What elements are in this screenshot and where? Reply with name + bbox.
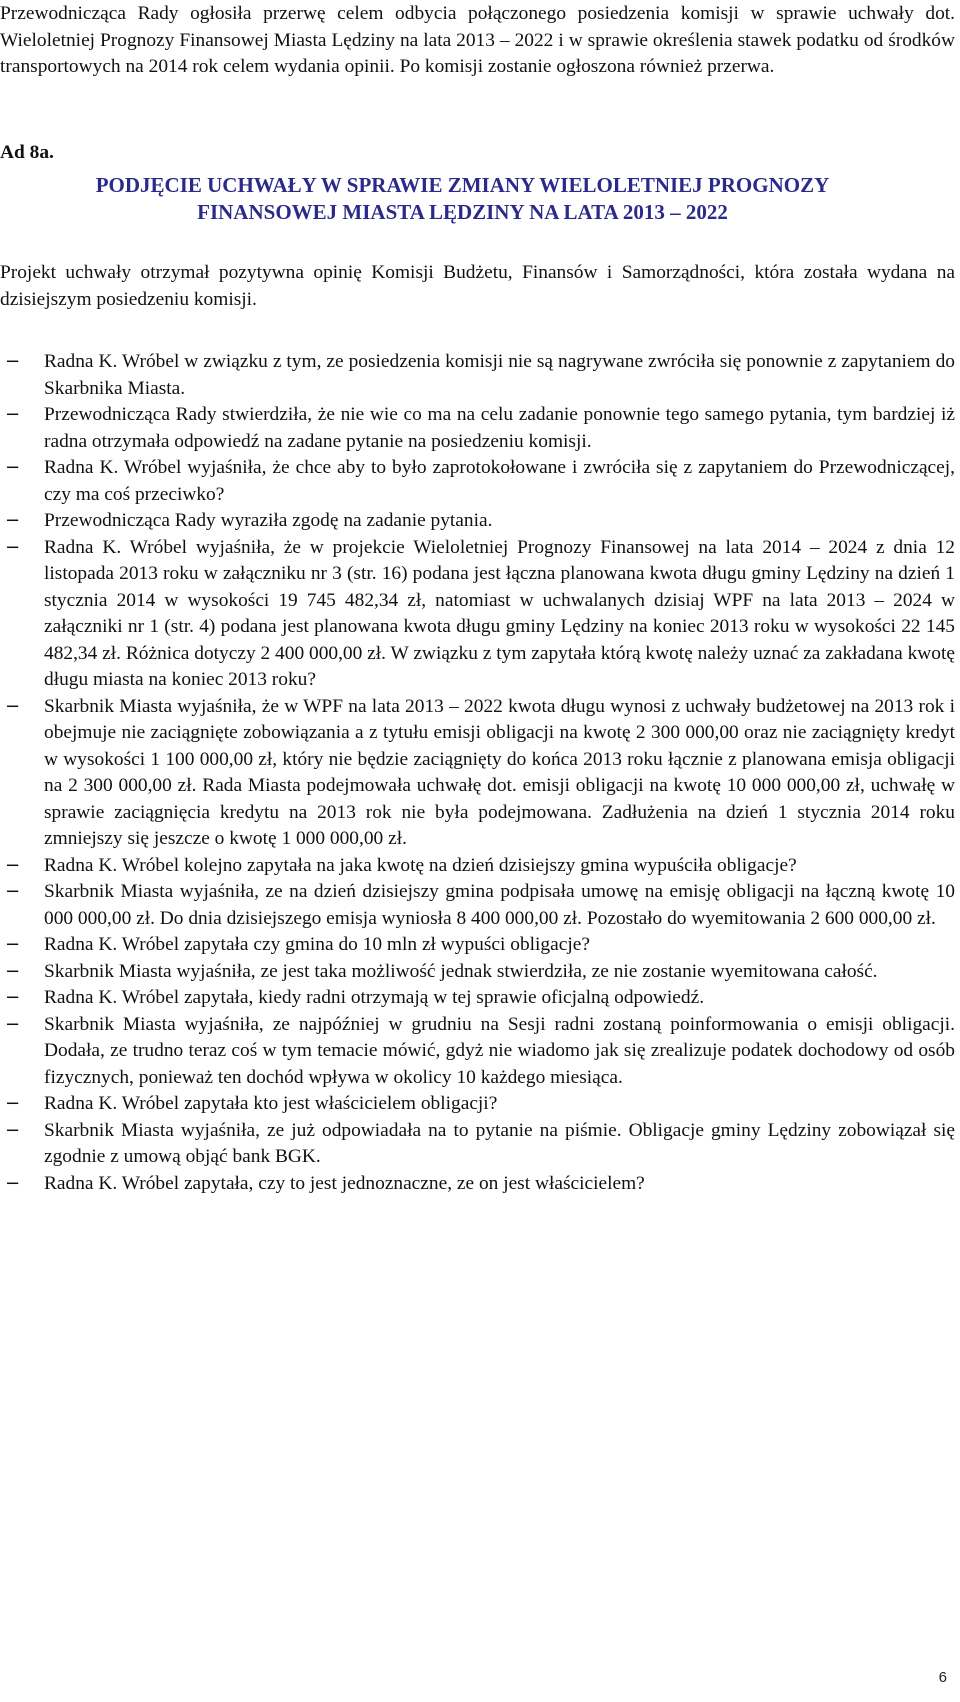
list-item	[0, 1171, 955, 1198]
list-item-text: Radna K. Wróbel kolejno zapytała na jaka kwotę na dzień dzisiejszy gmina wypuściła obligacje?	[44, 854, 797, 876]
dash-bullet-icon: −	[5, 404, 21, 425]
dash-bullet-icon: −	[5, 457, 21, 478]
dash-bullet-icon: −	[5, 934, 21, 955]
section-number: Ad 8a.	[0, 142, 54, 163]
list-item	[0, 694, 955, 853]
dash-bullet-icon: −	[5, 987, 21, 1008]
list-item-text: Radna K. Wróbel zapytała, kiedy radni otrzymają w tej sprawie oficjalną odpowiedź.	[44, 987, 705, 1008]
list-item-text: Radna K. Wróbel w związku z tym, ze posiedzenia komisji nie są nagrywane zwróciła się ponownie z zapytaniem do Skarbnika Miasta.	[44, 351, 955, 399]
dash-bullet-icon: −	[5, 1172, 21, 1194]
dash-bullet-icon: −	[5, 695, 21, 717]
dash-bullet-icon: −	[5, 881, 21, 902]
list-item-text: Przewodnicząca Rady wyraziła zgodę na zadanie pytania.	[44, 510, 493, 531]
list-item-text: Radna K. Wróbel zapytała czy gmina do 10 mln zł wypuści obligacje?	[44, 934, 590, 955]
dash-bullet-icon: −	[5, 510, 21, 531]
dash-bullet-icon: −	[5, 536, 21, 558]
list-item-text: Skarbnik Miasta wyjaśniła, ze na dzień dzisiejszy gmina podpisała umowę na emisję obligacji na łączną kwotę 10 000 000,00 zł. Do dnia dzisiejszego emisja wyniosła 8 400 000,00 zł. Pozostało do wyemitowania 2 600 000,00 zł.	[44, 881, 955, 929]
list-item	[0, 1118, 955, 1171]
discussion-list	[0, 349, 955, 1197]
list-item	[0, 853, 955, 880]
page-number: 6	[938, 1669, 947, 1686]
dash-bullet-icon: −	[5, 351, 21, 372]
section-heading-line2: FINANSOWEJ MIASTA LĘDZINY NA LATA 2013 – 2022	[197, 200, 728, 224]
list-item	[0, 932, 955, 959]
list-item	[0, 402, 955, 455]
list-item	[0, 1091, 955, 1118]
dash-bullet-icon: −	[5, 1093, 21, 1114]
list-item	[0, 508, 955, 535]
list-item-text: Skarbnik Miasta wyjaśniła, że w WPF na lata 2013 – 2022 kwota długu wynosi z uchwały budżetowej na 2013 rok i obejmuje nie zaciągnięte zobowiązania a z tytułu emisji obligacji na kwotę 2 300 000,00 oraz nie zaciągnięty kredyt w wysokości 1 100 000,00 zł, który nie będzie zaciągnięty do końca 2013 roku łącznie z planowana emisja obligacji na 2 300 000,00 zł. Rada Miasta podejmowała uchwałę dot. emisji obligacji na kwotę 10 000 000,00 zł, uchwałę w sprawie zaciągnięcia kredytu na 2013 rok nie była podejmowana. Zadłużenia na dzień 1 stycznia 2014 roku zmniejszy się jeszcze o kwotę 1 000 000,00 zł.	[44, 695, 955, 849]
list-item	[0, 879, 955, 932]
list-item-text: Radna K. Wróbel wyjaśniła, że w projekcie Wieloletniej Prognozy Finansowej na lata 2014 – 2024 z dnia 12 listopada 2013 roku w załączniku nr 3 (str. 16) podana jest łączna planowana kwota długu gminy Lędziny na dzień 1 stycznia 2014 w wysokości 19 745 482,34 zł, natomiast w uchwalanych dzisiaj WPF na lata 2013 – 2024 w załączniki nr 1 (str. 4) podana jest planowana kwota długu gminy Lędziny na koniec 2013 roku w wysokości 22 145 482,34 zł. Różnica dotyczy 2 400 000,00 zł. W związku z tym zapytała którą kwotę należy uznać za zakładana kwotę długu miasta na koniec 2013 roku?	[44, 536, 955, 690]
list-item	[0, 349, 955, 402]
list-item-text: Przewodnicząca Rady stwierdziła, że nie wie co ma na celu zadanie ponownie tego samego pytania, tym bardziej iż radna otrzymała odpowiedź na zadane pytanie na posiedzeniu komisji.	[44, 404, 955, 452]
intro-last-sentence: Po komisji zostanie ogłoszona również przerwa.	[399, 56, 775, 77]
opinion-paragraph: Projekt uchwały otrzymał pozytywna opinię Komisji Budżetu, Finansów i Samorządności, która została wydana na dzisiejszym posiedzeniu komisji.	[0, 262, 955, 310]
section-heading	[0, 172, 925, 226]
list-item-text: Skarbnik Miasta wyjaśniła, ze najpóźniej w grudniu na Sesji radni zostaną poinformowania o emisji obligacji. Dodała, ze trudno teraz coś w tym temacie mówić, gdyż nie wiadomo jak się zrealizuje podatek dochodowy od osób fizycznych, ponieważ ten dochód wpływa w okolicy 10 każdego miesiąca.	[44, 1013, 955, 1088]
list-item-text: Radna K. Wróbel wyjaśniła, że chce aby to było zaprotokołowane i zwróciła się z zapytaniem do Przewodniczącej, czy ma coś przeciwko?	[44, 457, 955, 505]
intro-text: Przewodnicząca Rady ogłosiła przerwę celem odbycia połączonego posiedzenia komisji w sprawie uchwały dot. Wieloletniej Prognozy Finansowej Miasta Lędziny na lata 2013 – 2022 i w sprawie określenia stawek podatku od środków transportowych na 2014 rok celem wydania opinii.	[0, 3, 955, 77]
list-item-text: Skarbnik Miasta wyjaśniła, ze jest taka możliwość jednak stwierdziła, ze nie zostanie wyemitowana całość.	[44, 960, 878, 982]
list-item	[0, 1012, 955, 1092]
dash-bullet-icon: −	[5, 1013, 21, 1035]
list-item	[0, 959, 955, 986]
intro-paragraph	[0, 1, 955, 81]
list-item	[0, 535, 955, 694]
list-item	[0, 985, 955, 1012]
list-item	[0, 455, 955, 508]
section-heading-line1: PODJĘCIE UCHWAŁY W SPRAWIE ZMIANY WIELOLETNIEJ PROGNOZY	[95, 173, 830, 197]
list-item-text: Skarbnik Miasta wyjaśniła, ze już odpowiadała na to pytanie na piśmie. Obligacje gminy Lędziny zobowiązał się zgodnie z umową objąć bank BGK.	[44, 1119, 955, 1167]
dash-bullet-icon: −	[5, 854, 21, 876]
list-item-text: Radna K. Wróbel zapytała, czy to jest jednoznaczne, ze on jest właścicielem?	[44, 1172, 645, 1194]
list-item-text: Radna K. Wróbel zapytała kto jest właścicielem obligacji?	[44, 1093, 498, 1114]
dash-bullet-icon: −	[5, 1119, 21, 1141]
dash-bullet-icon: −	[5, 960, 21, 982]
